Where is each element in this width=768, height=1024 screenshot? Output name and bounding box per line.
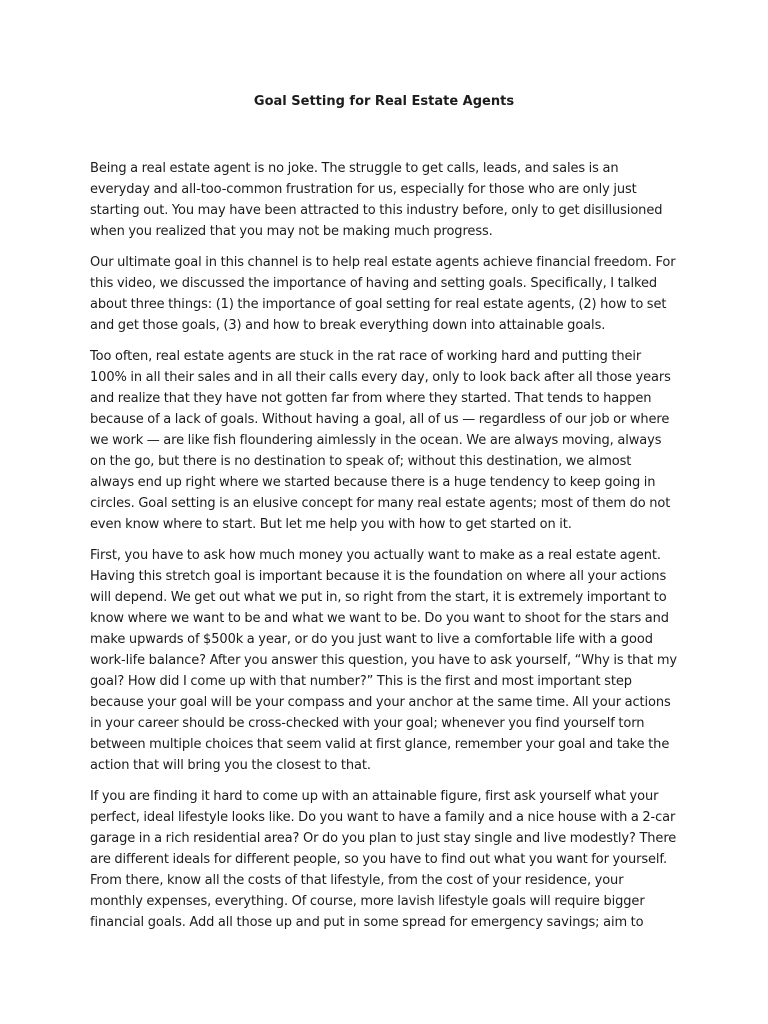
paragraph-1: Being a real estate agent is no joke. The struggle to get calls, leads, and sales is an everyday and all-too-common frustration for us, especially for those who are only just starting out. You may have been attracted to this industry before, only to get disillusioned when you realized that you may not be making much progress. bbox=[90, 161, 663, 239]
paragraph-5: If you are finding it hard to come up with an attainable figure, first ask yourself what your perfect, ideal lifestyle looks like. Do you want to have a family and a nice house with a 2-car garage in a rich residential area? Or do you plan to just stay single and live modestly? There are different ideals for different people, so you have to find out what you want for yourself. From there, know all the costs of that lifestyle, from the cost of your residence, your monthly expenses, everything. Of course, more lavish lifestyle goals will require bigger financial goals. Add all those up and put in some spread for emergency savings; aim to bbox=[90, 789, 677, 930]
paragraph-3: Too often, real estate agents are stuck in the rat race of working hard and putting their 100% in all their sales and in all their calls every day, only to look back after all those years and realize that they have not gotten far from where they started. That tends to happen because of a lack of goals. Without having a goal, all of us — regardless of our job or where we work — are like fish floundering aimlessly in the ocean. We are always moving, always on the go, but there is no destination to speak of; without this destination, we almost always end up right where we started because there is a huge tendency to keep going in circles. Goal setting is an elusive concept for many real estate agents; most of them do not even know where to start. But let me help you with how to get started on it. bbox=[90, 349, 671, 532]
paragraph-2: Our ultimate goal in this channel is to help real estate agents achieve financial freedom. For this video, we discussed the importance of having and setting goals. Specifically, I talked about three things: (1) the importance of goal setting for real estate agents, (2) how to set and get those goals, (3) and how to break everything down into attainable goals. bbox=[90, 255, 676, 333]
document-title: Goal Setting for Real Estate Agents bbox=[253, 94, 515, 109]
paragraph-4: First, you have to ask how much money you actually want to make as a real estate agent. Having this stretch goal is important because it is the foundation on where all your actions will depend. We get out what we put in, so right from the start, it is extremely important to know where we want to be and what we want to be. Do you want to shoot for the stars and make upwards of $500k a year, or do you just want to live a comfortable life with a good work-life balance? After you answer this question, you have to ask yourself, “Why is that my goal? How did I come up with that number?” This is the first and most important step because your goal will be your compass and your anchor at the same time. All your actions in your career should be cross-checked with your goal; whenever you find yourself torn between multiple choices that seem valid at first glance, remember your goal and take the action that will bring you the closest to that. bbox=[90, 548, 677, 773]
